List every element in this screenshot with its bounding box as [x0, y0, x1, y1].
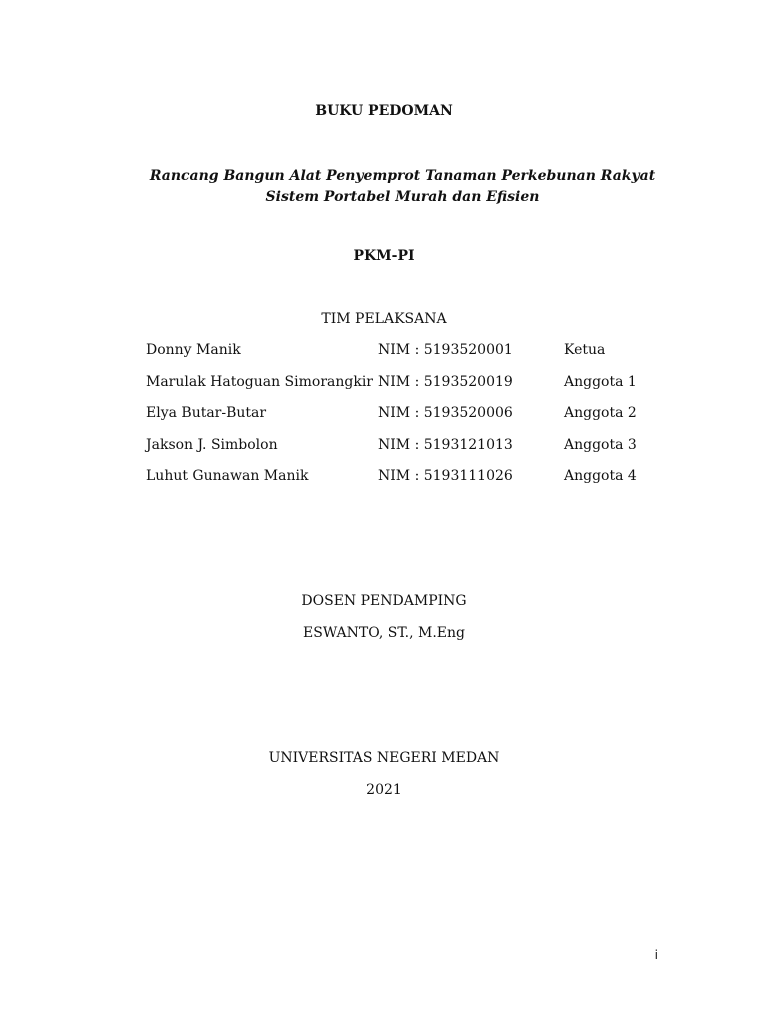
member-nim: NIM : 5193121013 — [378, 437, 513, 453]
document-subtitle: Rancang Bangun Alat Penyemprot Tanaman Perkebunan Rakyat Sistem Portabel Murah dan Efisien — [149, 168, 656, 205]
member-name: Donny Manik — [146, 342, 241, 358]
member-role: Anggota 1 — [564, 374, 637, 390]
member-role: Anggota 4 — [564, 468, 637, 484]
document-title: BUKU PEDOMAN — [315, 103, 453, 119]
university-name: UNIVERSITAS NEGERI MEDAN — [268, 750, 500, 766]
lecturer-heading: DOSEN PENDAMPING — [301, 593, 467, 609]
member-nim: NIM : 5193520006 — [378, 405, 513, 421]
document-year: 2021 — [366, 782, 402, 798]
member-name: Luhut Gunawan Manik — [146, 468, 309, 484]
member-role: Anggota 3 — [564, 437, 637, 453]
member-nim: NIM : 5193520001 — [378, 342, 513, 358]
member-role: Ketua — [564, 342, 606, 358]
member-name: Jakson J. Simbolon — [146, 437, 278, 453]
member-nim: NIM : 5193111026 — [378, 468, 513, 484]
member-name: Elya Butar-Butar — [146, 405, 267, 421]
team-heading: TIM PELAKSANA — [321, 311, 447, 327]
member-role: Anggota 2 — [564, 405, 637, 421]
program-label: PKM-PI — [353, 248, 415, 264]
member-name: Marulak Hatoguan Simorangkir — [146, 374, 373, 390]
member-nim: NIM : 5193520019 — [378, 374, 513, 390]
page-number: i — [654, 948, 658, 962]
lecturer-name: ESWANTO, ST., M.Eng — [303, 625, 465, 641]
